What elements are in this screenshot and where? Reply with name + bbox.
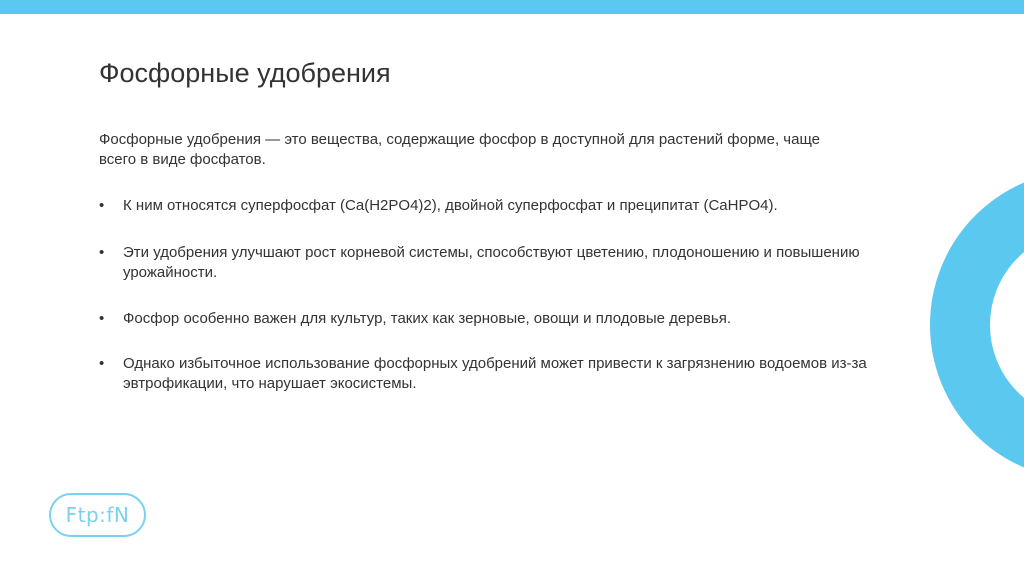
- bullet-text: Эти удобрения улучшают рост корневой системы, способствуют цветению, плодоношению и повышению урожайности.: [123, 244, 860, 281]
- bullet-icon: •: [99, 197, 105, 214]
- top-accent-bar: [0, 0, 1024, 14]
- list-item: [99, 196, 879, 216]
- logo-text: Ftp:fN: [65, 503, 130, 527]
- bullet-list: [99, 196, 879, 420]
- list-item: [99, 243, 879, 283]
- bullet-text: Однако избыточное использование фосфорных удобрений может привести к загрязнению водоемов из-за эвтрофикации, что нарушает экосистемы.: [123, 355, 867, 392]
- list-item: [99, 354, 879, 394]
- bullet-icon: •: [99, 355, 105, 372]
- slide-title: Фосфорные удобрения: [99, 58, 391, 88]
- bullet-text: Фосфор особенно важен для культур, таких как зерновые, овощи и плодовые деревья.: [123, 310, 731, 327]
- decorative-ring: [930, 170, 1024, 480]
- intro-paragraph: Фосфорные удобрения — это вещества, содержащие фосфор в доступной для растений форме, чаще всего в виде фосфатов.: [99, 131, 820, 168]
- bullet-icon: •: [99, 310, 105, 327]
- bullet-text: К ним относятся суперфосфат (Ca(H2PO4)2), двойной суперфосфат и преципитат (CaHPO4).: [123, 197, 778, 214]
- bullet-icon: •: [99, 244, 105, 261]
- logo: [49, 493, 146, 537]
- list-item: [99, 309, 879, 329]
